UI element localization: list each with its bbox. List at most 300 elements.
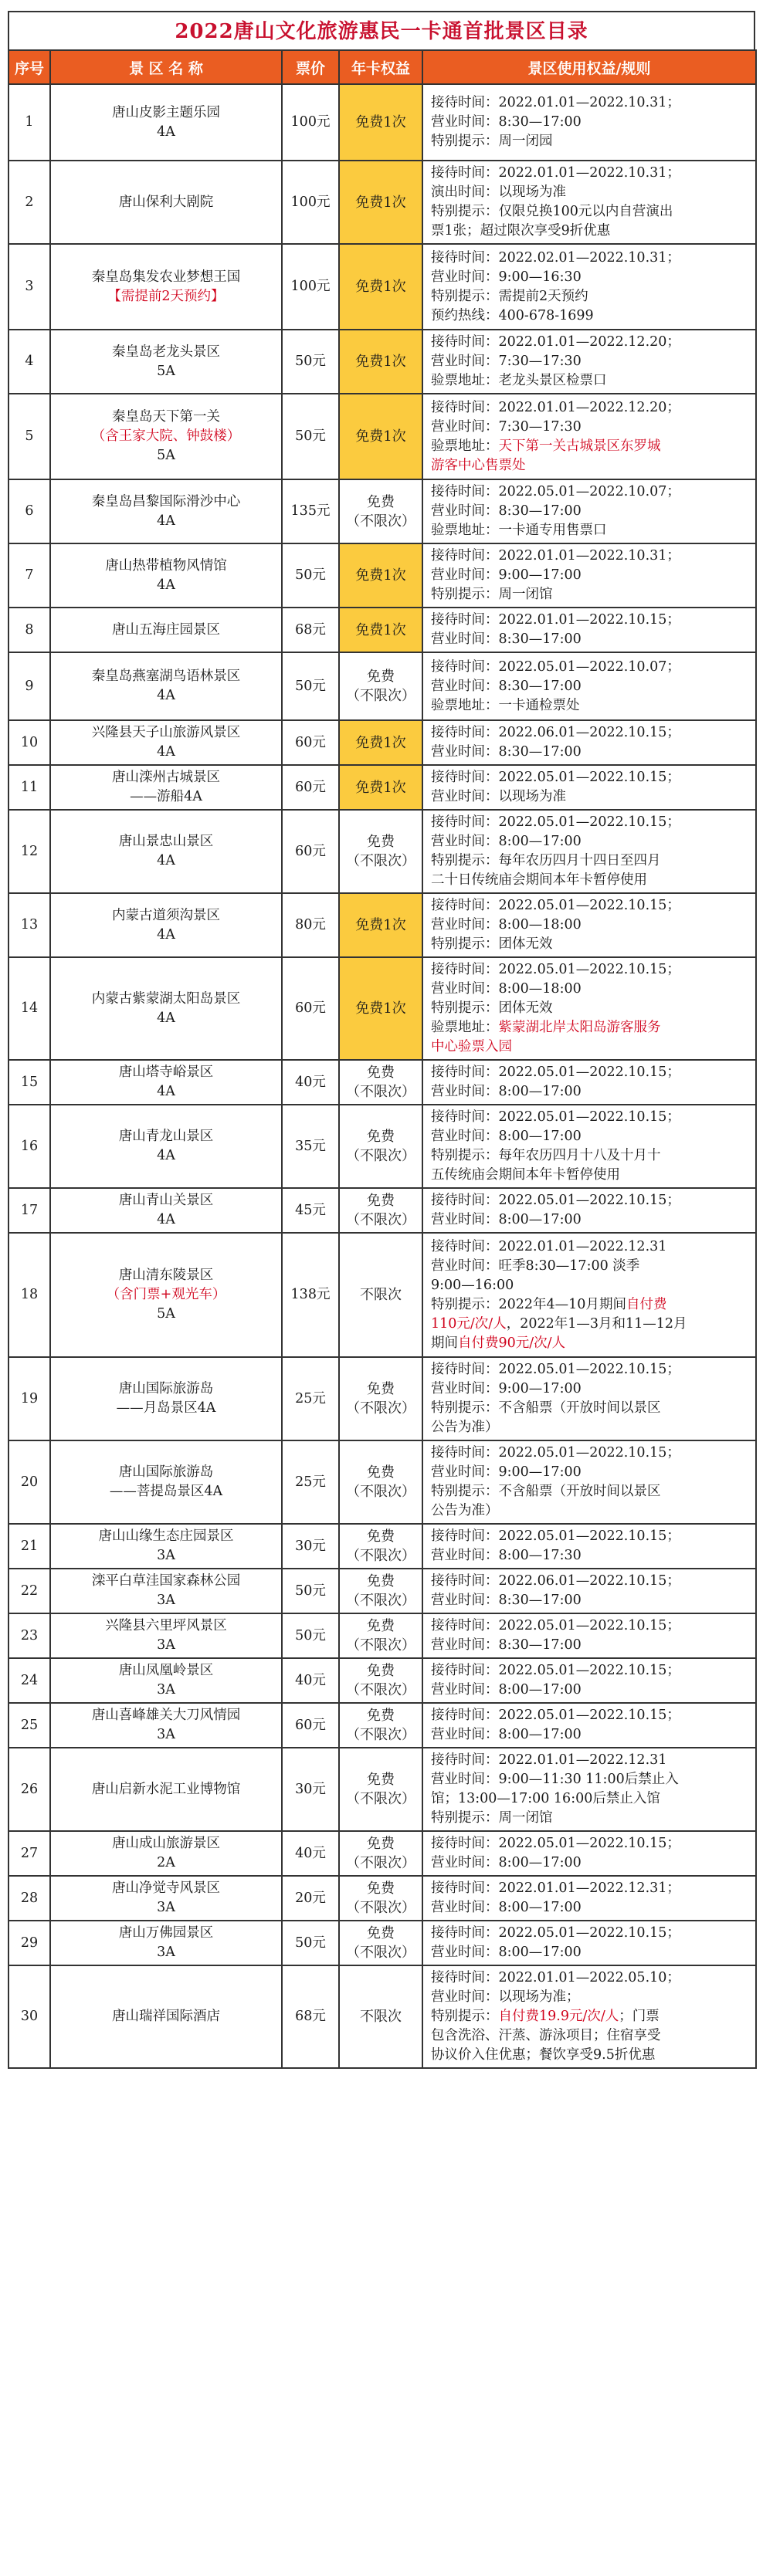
scenic-name-text: 【需提前2天预约】	[107, 288, 225, 304]
card-right-line: 免费	[367, 1129, 395, 1145]
rule-text: 特别提示：每年农历四月十八及十月十	[431, 1148, 661, 1163]
rule-text: 自付费	[626, 1296, 667, 1312]
row-number: 16	[8, 1105, 50, 1188]
ticket-price: 138元	[282, 1233, 339, 1357]
rule-text: 营业时间：8:30—17:00	[431, 1637, 582, 1653]
row-number: 1	[8, 84, 50, 161]
scenic-name-line	[56, 103, 276, 123]
rule-line	[431, 1444, 751, 1463]
rule-line	[431, 1546, 751, 1566]
rule-text: 二十日传统庙会期间本年卡暂停使用	[431, 872, 647, 888]
scenic-name	[50, 1876, 282, 1921]
rule-line	[431, 132, 751, 151]
table-row	[8, 720, 756, 765]
table-row	[8, 84, 756, 161]
rule-text: ，2022年1—3月和11—12月	[506, 1315, 687, 1332]
card-right-line: （不限次）	[346, 1637, 415, 1654]
row-number: 2	[8, 161, 50, 244]
scenic-name-text: 4A	[157, 1084, 175, 1099]
rule-text: 接待时间：2022.05.01—2022.10.15；	[431, 1528, 680, 1544]
card-right-line: 不限次	[360, 1287, 402, 1303]
table-row	[8, 1831, 756, 1876]
scenic-name	[50, 765, 282, 810]
row-number: 23	[8, 1613, 50, 1658]
scenic-name-line	[56, 1879, 276, 1898]
scenic-name-text: 4A	[157, 926, 175, 943]
card-right	[339, 608, 422, 652]
usage-rules	[422, 244, 756, 330]
scenic-name	[50, 84, 282, 161]
scenic-name-line	[56, 1082, 276, 1102]
rule-text: 紫蒙湖北岸太阳岛游客服务	[498, 1020, 661, 1035]
usage-rules	[422, 1440, 756, 1524]
row-number: 3	[8, 244, 50, 330]
rule-text: 营业时间：8:00—17:30	[431, 1548, 582, 1563]
ticket-price: 30元	[282, 1748, 339, 1831]
card-right-line: 免费	[367, 669, 395, 685]
card-right	[339, 720, 422, 765]
table-header-row	[8, 50, 756, 84]
scenic-name	[50, 1233, 282, 1357]
rule-text: 营业时间：7:30—17:30	[431, 354, 582, 369]
rule-line	[431, 851, 751, 871]
scenic-name-line	[56, 906, 276, 926]
usage-rules	[422, 1188, 756, 1233]
rule-text: 营业时间：8:30—17:00	[431, 503, 582, 519]
scenic-name-line	[56, 343, 276, 362]
rule-line	[431, 1418, 751, 1437]
ticket-price: 20元	[282, 1876, 339, 1921]
scenic-name	[50, 1613, 282, 1658]
rule-text: 接待时间：2022.05.01—2022.10.15；	[431, 1925, 680, 1941]
table-row	[8, 1613, 756, 1658]
scenic-name	[50, 1105, 282, 1188]
rule-text: 特别提示：2022年4—10月期间	[431, 1296, 626, 1312]
row-number: 30	[8, 1965, 50, 2068]
rule-text: 营业时间：8:00—17:00	[431, 1945, 582, 1960]
row-number: 24	[8, 1658, 50, 1703]
rule-text: 营业时间：8:30—17:00	[431, 744, 582, 760]
rule-text: 营业时间：8:30—17:00	[431, 114, 582, 130]
rule-line	[431, 1315, 751, 1334]
card-right-line: 免费	[367, 1708, 395, 1724]
scenic-name-text: 唐山滦州古城景区	[112, 770, 220, 785]
scenic-name-line	[56, 287, 276, 306]
scenic-name-text: 唐山皮影主题乐园	[112, 104, 220, 120]
rule-text: 营业时间：8:00—17:00	[431, 834, 582, 849]
scenic-name-line	[56, 1210, 276, 1230]
scenic-name-line	[56, 557, 276, 576]
card-right-line: （不限次）	[346, 1548, 415, 1564]
ticket-price: 80元	[282, 893, 339, 957]
ticket-price: 50元	[282, 1921, 339, 1965]
rule-line	[431, 1360, 751, 1379]
card-right-line: （不限次）	[346, 513, 415, 530]
card-right-line: （不限次）	[346, 1084, 415, 1100]
card-right-line: 免费1次	[355, 917, 406, 933]
scenic-name-line	[56, 512, 276, 531]
usage-rules	[422, 1965, 756, 2068]
card-right-line: （不限次）	[346, 1900, 415, 1916]
scenic-name-line	[56, 1009, 276, 1028]
rule-text: 营业时间：8:00—17:00	[431, 1900, 582, 1915]
rule-line	[431, 521, 751, 540]
card-right-line: （不限次）	[346, 1593, 415, 1609]
rule-line	[431, 333, 751, 352]
rule-line	[431, 1191, 751, 1210]
header-rule: 景区使用权益/规则	[422, 50, 756, 84]
ticket-price: 100元	[282, 84, 339, 161]
header-no: 序号	[8, 50, 50, 84]
row-number: 22	[8, 1569, 50, 1613]
scenic-name-text: 唐山青山关景区	[118, 1193, 214, 1208]
ticket-price: 40元	[282, 1658, 339, 1703]
usage-rules	[422, 1921, 756, 1965]
rule-text: 票1张；超过限次享受9折优惠	[431, 223, 611, 239]
rule-line	[431, 1789, 751, 1809]
scenic-name-line	[56, 1616, 276, 1636]
scenic-name-text: 唐山瑞祥国际酒店	[112, 2009, 220, 2024]
scenic-name-text: 2A	[157, 1855, 175, 1870]
card-right-line: 免费	[367, 493, 395, 510]
rule-line	[431, 113, 751, 132]
header-right: 年卡权益	[339, 50, 422, 84]
rule-text: 天下第一关古城景区东罗城	[498, 438, 661, 454]
ticket-price: 50元	[282, 543, 339, 608]
row-number: 13	[8, 893, 50, 957]
rule-text: 接待时间：2022.05.01—2022.10.15；	[431, 1193, 680, 1208]
card-right	[339, 1703, 422, 1748]
usage-rules	[422, 330, 756, 394]
ticket-price: 60元	[282, 810, 339, 893]
scenic-name-text: 唐山净觉寺风景区	[112, 1880, 220, 1896]
scenic-name-text: 唐山热带植物风情馆	[105, 557, 227, 574]
usage-rules	[422, 1703, 756, 1748]
scenic-name-line	[56, 787, 276, 807]
ticket-price: 25元	[282, 1357, 339, 1440]
table-row	[8, 1876, 756, 1921]
scenic-name-line	[56, 1853, 276, 1873]
scenic-name-text: 3A	[157, 1682, 175, 1698]
rule-text: 接待时间：2022.05.01—2022.10.07；	[431, 658, 680, 675]
rule-line	[431, 1898, 751, 1918]
ticket-price: 100元	[282, 161, 339, 244]
scenic-name-text: 4A	[157, 513, 175, 529]
scenic-name-text: 唐山国际旅游岛	[118, 1464, 214, 1480]
ticket-price: 35元	[282, 1105, 339, 1188]
ticket-price: 60元	[282, 1703, 339, 1748]
card-right	[339, 1658, 422, 1703]
rule-text: 接待时间：2022.01.01—2022.10.31；	[431, 95, 680, 110]
rule-line	[431, 1018, 751, 1038]
card-right-line: （不限次）	[346, 1791, 415, 1807]
rule-line	[431, 1295, 751, 1315]
scenic-name	[50, 1965, 282, 2068]
row-number: 8	[8, 608, 50, 652]
card-right-line: 免费1次	[355, 734, 406, 751]
scenic-name-text: 唐山凤凰岭景区	[118, 1663, 214, 1678]
usage-rules	[422, 84, 756, 161]
card-right-line: 免费	[367, 1528, 395, 1545]
table-body	[8, 84, 756, 2068]
scenic-name-text: 4A	[157, 1212, 175, 1227]
ticket-price: 25元	[282, 1440, 339, 1524]
scenic-name-text: 滦平白草洼国家森林公园	[91, 1573, 241, 1589]
table-row	[8, 1965, 756, 2068]
card-right	[339, 1921, 422, 1965]
usage-rules	[422, 1748, 756, 1831]
header-price: 票价	[282, 50, 339, 84]
scenic-name-text: 唐山山缘生态庄园景区	[98, 1528, 234, 1544]
rule-line	[431, 566, 751, 585]
rule-line	[431, 696, 751, 716]
scenic-name	[50, 957, 282, 1060]
usage-rules	[422, 765, 756, 810]
rule-line	[431, 2007, 751, 2026]
card-right	[339, 1524, 422, 1569]
scenic-name-line	[56, 1636, 276, 1655]
scenic-name	[50, 1060, 282, 1105]
scenic-name-line	[56, 2007, 276, 2026]
rule-text: 接待时间：2022.05.01—2022.10.15；	[431, 1065, 680, 1080]
scenic-name-text: 4A	[157, 577, 175, 593]
ticket-price: 135元	[282, 479, 339, 543]
rule-line	[431, 1879, 751, 1898]
rule-line	[431, 1943, 751, 1962]
rule-line	[431, 1853, 751, 1873]
rule-line	[431, 482, 751, 502]
scenic-name-line	[56, 686, 276, 706]
card-right-line: 免费	[367, 1836, 395, 1852]
rule-text: 特别提示：团体无效	[431, 1000, 553, 1016]
rule-text: 包含洗浴、汗蒸、游泳项目；住宿享受	[431, 2028, 661, 2043]
scenic-name	[50, 810, 282, 893]
rule-text: 特别提示：团体无效	[431, 936, 553, 952]
scenic-name-line	[56, 1725, 276, 1745]
usage-rules	[422, 652, 756, 720]
scenic-name-text: 4A	[157, 1148, 175, 1163]
rule-line	[431, 1108, 751, 1127]
usage-rules	[422, 1613, 756, 1658]
scenic-name-text: （含王家大院、钟鼓楼）	[91, 428, 241, 444]
scenic-name-text: 唐山国际旅游岛	[118, 1381, 214, 1396]
rule-text: 接待时间：2022.05.01—2022.10.15；	[431, 1836, 680, 1851]
card-right-line: （不限次）	[346, 1727, 415, 1743]
ticket-price: 50元	[282, 1613, 339, 1658]
rule-text: 公告为准）	[431, 1420, 499, 1435]
scenic-name	[50, 244, 282, 330]
table-row	[8, 1233, 756, 1357]
scenic-name-line	[56, 667, 276, 686]
usage-rules	[422, 810, 756, 893]
scenic-name-text: 秦皇岛天下第一关	[112, 409, 220, 425]
rule-text: 接待时间：2022.06.01—2022.10.15；	[431, 1573, 680, 1589]
scenic-name-line	[56, 268, 276, 287]
rule-line	[431, 1834, 751, 1853]
rule-line	[431, 2026, 751, 2046]
table-row	[8, 394, 756, 479]
rule-line	[431, 222, 751, 241]
rule-text: 接待时间：2022.05.01—2022.10.15；	[431, 1362, 680, 1377]
card-right	[339, 1831, 422, 1876]
card-right-line: 免费1次	[355, 114, 406, 130]
rule-line	[431, 93, 751, 113]
scenic-name-line	[56, 576, 276, 595]
scenic-name-line	[56, 408, 276, 427]
rule-line	[431, 896, 751, 916]
rule-text: 接待时间：2022.01.01—2022.10.31；	[431, 548, 680, 564]
table-row	[8, 608, 756, 652]
rule-text: 营业时间：8:00—17:00	[431, 1212, 582, 1227]
rule-line	[431, 398, 751, 418]
scenic-name-text: 唐山塔寺峪景区	[118, 1065, 214, 1080]
card-right	[339, 765, 422, 810]
card-right	[339, 1569, 422, 1613]
scenic-name	[50, 1357, 282, 1440]
table-row	[8, 1060, 756, 1105]
rule-text: 9:00—16:00	[431, 1277, 514, 1293]
scenic-name-text: 4A	[157, 744, 175, 760]
rule-text: 验票地址：	[431, 1020, 499, 1035]
usage-rules	[422, 720, 756, 765]
ticket-price: 50元	[282, 330, 339, 394]
scenic-name-text: 3A	[157, 1593, 175, 1608]
table-row	[8, 543, 756, 608]
scenic-name-text: 4A	[157, 853, 175, 868]
row-number: 7	[8, 543, 50, 608]
card-right-line: 免费	[367, 1880, 395, 1897]
rule-text: 接待时间：2022.01.01—2022.10.15；	[431, 612, 680, 628]
ticket-price: 50元	[282, 652, 339, 720]
usage-rules	[422, 1658, 756, 1703]
row-number: 21	[8, 1524, 50, 1569]
rule-line	[431, 1127, 751, 1146]
scenic-name-text: 内蒙古道须沟景区	[112, 907, 220, 923]
rule-text: 营业时间：9:00—17:00	[431, 1464, 582, 1480]
usage-rules	[422, 1233, 756, 1357]
scenic-name-text: 3A	[157, 1945, 175, 1960]
table-row	[8, 957, 756, 1060]
scenic-name-text: 4A	[157, 124, 175, 140]
rule-text: 营业时间：9:00—11:30 11:00后禁止入	[431, 1772, 679, 1787]
scenic-name	[50, 1703, 282, 1748]
scenic-name-text: 秦皇岛燕塞湖鸟语林景区	[91, 669, 241, 684]
rule-line	[431, 268, 751, 287]
row-number: 28	[8, 1876, 50, 1921]
row-number: 29	[8, 1921, 50, 1965]
rule-text: 验票地址：老龙头景区检票口	[431, 373, 607, 388]
rule-text: 游客中心售票处	[431, 457, 526, 473]
scenic-name-text: 秦皇岛昌黎国际滑沙中心	[91, 493, 241, 509]
card-right	[339, 1876, 422, 1921]
rule-text: 营业时间：9:00—17:00	[431, 567, 582, 583]
scenic-name-line	[56, 621, 276, 640]
rule-text: 接待时间：2022.05.01—2022.10.15；	[431, 814, 680, 830]
rule-text: 营业时间：8:00—18:00	[431, 981, 582, 997]
rule-line	[431, 1527, 751, 1546]
rule-text: 特别提示：不含船票（开放时间以景区	[431, 1400, 661, 1416]
scenic-name-line	[56, 1546, 276, 1566]
scenic-name-text: 3A	[157, 1727, 175, 1742]
card-right	[339, 957, 422, 1060]
rule-line	[431, 1063, 751, 1082]
scenic-name-text: 唐山五海庄园景区	[112, 621, 220, 638]
rule-text: 馆；13:00—17:00 16:00后禁止入馆	[431, 1791, 660, 1806]
scenic-name-line	[56, 1399, 276, 1418]
rule-line	[431, 585, 751, 604]
card-right	[339, 543, 422, 608]
rule-line	[431, 547, 751, 566]
row-number: 9	[8, 652, 50, 720]
table-row	[8, 1658, 756, 1703]
scenic-name	[50, 1921, 282, 1965]
rule-line	[431, 1636, 751, 1655]
header-name: 景 区 名 称	[50, 50, 282, 84]
ticket-price: 68元	[282, 1965, 339, 2068]
scenic-name-line	[56, 1266, 276, 1285]
table-row	[8, 893, 756, 957]
rule-line	[431, 287, 751, 306]
scenic-name	[50, 1440, 282, 1524]
card-right	[339, 161, 422, 244]
rule-line	[431, 306, 751, 326]
rule-line	[431, 1237, 751, 1257]
scenic-name-text: ——月岛景区4A	[116, 1400, 216, 1416]
ticket-price: 60元	[282, 957, 339, 1060]
scenic-name-text: ——菩提岛景区4A	[109, 1484, 223, 1499]
rule-line	[431, 677, 751, 696]
card-right	[339, 1060, 422, 1105]
row-number: 17	[8, 1188, 50, 1233]
rule-text: 营业时间：9:00—17:00	[431, 1381, 582, 1396]
rule-line	[431, 723, 751, 743]
scenic-name-line	[56, 1305, 276, 1324]
scenic-name-text: 4A	[157, 1010, 175, 1026]
row-number: 6	[8, 479, 50, 543]
rule-text: 接待时间：2022.01.01—2022.12.31；	[431, 1880, 680, 1896]
rule-text: 接待时间：2022.05.01—2022.10.15；	[431, 1445, 680, 1461]
rule-text: 营业时间：旺季8:30—17:00 淡季	[431, 1258, 640, 1274]
rule-text: 接待时间：2022.01.01—2022.05.10；	[431, 1970, 680, 1985]
rule-text: 营业时间：8:00—17:00	[431, 1084, 582, 1099]
rule-line	[431, 743, 751, 762]
scenic-name-text: （含门票+观光车）	[106, 1287, 226, 1302]
card-right	[339, 330, 422, 394]
scenic-name-text: 唐山青龙山景区	[118, 1129, 214, 1144]
scenic-name-line	[56, 832, 276, 851]
rule-text: 营业时间：8:00—17:00	[431, 1855, 582, 1870]
rule-line	[431, 183, 751, 202]
rule-line	[431, 935, 751, 954]
table-row	[8, 810, 756, 893]
rule-text: 营业时间：8:30—17:00	[431, 631, 582, 647]
usage-rules	[422, 479, 756, 543]
usage-rules	[422, 1831, 756, 1876]
scenic-name	[50, 479, 282, 543]
row-number: 15	[8, 1060, 50, 1105]
ticket-price: 40元	[282, 1060, 339, 1105]
card-right-line: 免费	[367, 1381, 395, 1397]
rule-text: 接待时间：2022.05.01—2022.10.15；	[431, 1109, 680, 1125]
table-row	[8, 1105, 756, 1188]
scenic-name-text: 内蒙古紫蒙湖太阳岛景区	[91, 990, 241, 1007]
rule-line	[431, 1924, 751, 1943]
card-right-line: 免费	[367, 1772, 395, 1788]
usage-rules	[422, 893, 756, 957]
rule-text: 营业时间：以现场为准	[431, 789, 566, 804]
rule-line	[431, 1591, 751, 1610]
scenic-name-line	[56, 1943, 276, 1962]
